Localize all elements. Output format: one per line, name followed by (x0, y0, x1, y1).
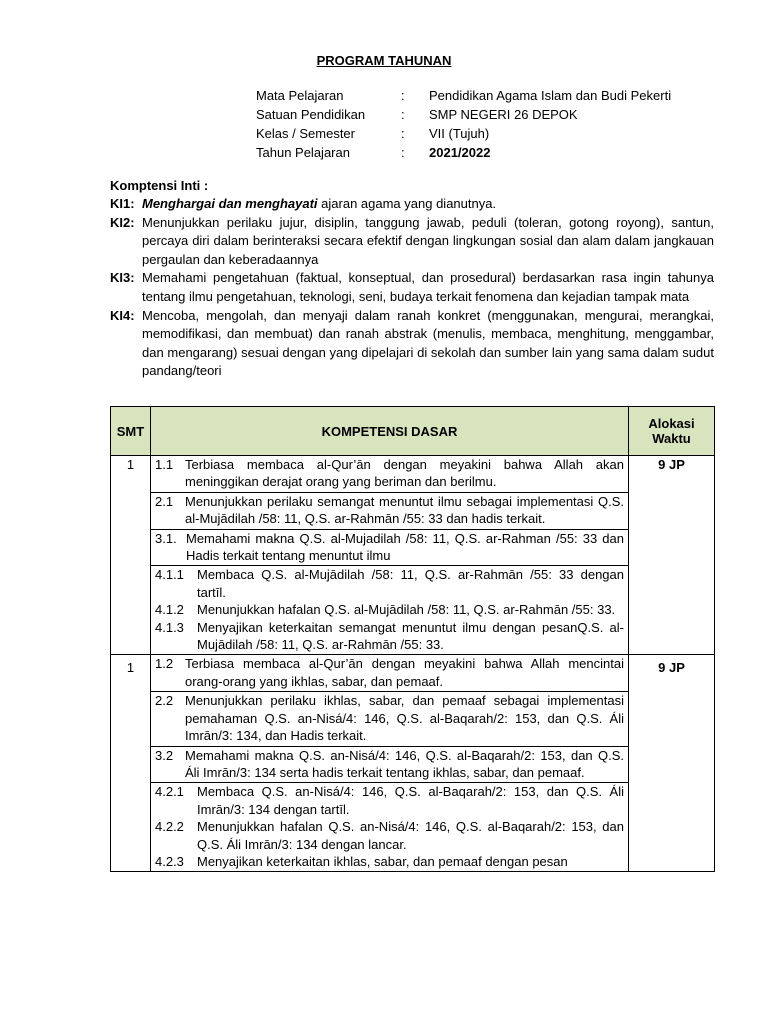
meta-colon: : (401, 145, 405, 160)
kd-group (151, 655, 628, 692)
header-kompetensi-dasar: KOMPETENSI DASAR (151, 407, 629, 456)
meta-row-subject (256, 86, 671, 105)
kd-group (151, 493, 628, 530)
kd-group (151, 530, 628, 567)
kd-item (155, 493, 624, 528)
meta-value: Pendidikan Agama Islam dan Budi Pekerti (429, 88, 672, 103)
table-row (111, 456, 715, 655)
table-row (111, 655, 715, 872)
kd-text: Terbiasa membaca al-Qur’ān dengan meyakini bahwa Allah akan meninggikan derajat orang yang beriman dan berilmu. (185, 457, 624, 490)
kd-group (151, 783, 628, 871)
kd-number: 4.1.1 (155, 567, 184, 583)
kd-text: Memahami makna Q.S. an-Nisá/4: 146, Q.S. al-Baqarah/2: 153, dan Q.S. Áli Imrān/3: 134 serta hadis terkait tentang ikhlas, sabar, dan pemaaf. (185, 747, 624, 780)
kd-item (155, 692, 624, 744)
page-title: PROGRAM TAHUNAN (316, 53, 452, 68)
meta-value: 2021/2022 (429, 145, 491, 160)
kd-item (155, 530, 624, 565)
kd-number: 3.2 (155, 747, 174, 763)
kd-item (155, 818, 624, 853)
kd-text: Menyajikan keterkaitan semangat menuntut ilmu dengan pesanQ.S. al-Mujādilah /58: 11, Q.S. ar-Rahmān /55: 33. (197, 619, 624, 653)
ki-code: KI2: (110, 214, 135, 230)
smt-cell: 1 (111, 655, 151, 872)
kd-number: 1.1 (155, 457, 174, 472)
kd-group (151, 747, 628, 784)
kd-number: 4.1.2 (155, 602, 184, 618)
meta-label: Satuan Pendidikan (256, 107, 366, 122)
ki-text: Menunjukkan perilaku jujur, disiplin, tanggung jawab, peduli (toleran, gotong royong), santun, percaya diri dalam berinteraksi secara efektif dengan lingkungan sosial dan alam dalam jangkauan pergaulan dan keberadaannya (142, 214, 714, 267)
kd-cell (151, 456, 629, 655)
meta-row-school (256, 105, 671, 124)
kd-text: Membaca Q.S. an-Nisá/4: 146, Q.S. al-Baqarah/2: 153, dan Q.S. Áli Imrān/3: 134 dengan tartīl. (197, 784, 624, 817)
kd-text: Memahami makna Q.S. al-Mujadilah /58: 11, Q.S. ar-Rahman /55: 33 dan Hadis terkait tentang menuntut ilmu (186, 530, 624, 564)
kd-number: 2.1 (155, 493, 174, 509)
meta-colon: : (401, 107, 405, 122)
meta-label: Tahun Pelajaran (256, 145, 350, 160)
kd-item (155, 456, 624, 491)
kd-item (155, 747, 624, 782)
kd-item (155, 601, 624, 618)
meta-colon: : (401, 126, 405, 141)
smt-cell: 1 (111, 456, 151, 655)
meta-value: SMP NEGERI 26 DEPOK (429, 107, 578, 122)
kd-number: 2.2 (155, 693, 174, 709)
ki-text: Memahami pengetahuan (faktual, konseptual, dan prosedural) berdasarkan rasa ingin tahunya tentang ilmu pengetahuan, teknologi, seni, budaya terkait fenomena dan kejadian tampak mata (142, 270, 714, 304)
kd-item (155, 655, 624, 690)
document-meta (256, 86, 671, 162)
meta-label: Kelas / Semester (256, 126, 355, 141)
kd-item (155, 619, 624, 654)
meta-row-class (256, 124, 671, 143)
kd-group (151, 456, 628, 493)
kd-text: Menunjukkan perilaku ikhlas, sabar, dan pemaaf sebagai implementasi pemahaman Q.S. an-Nisá/4: 146, Q.S. al-Baqarah/2: 153, dan Q.S. Áli Imrān/3: 134, dan Hadis terkait. (185, 693, 624, 744)
ki-text: Mencoba, mengolah, dan menyaji dalam ranah konkret (menggunakan, mengurai, merangkai, memodifikasi, dan membuat) dan ranah abstrak (menulis, membaca, menghitung, menggambar, dan mengarang) sesuai dengan yang dipelajari di sekolah dan sumber lain yang sama dalam sudut pandang/teori (142, 307, 714, 379)
meta-row-year (256, 143, 671, 162)
ki-text (142, 195, 714, 214)
kd-text: Menyajikan keterkaitan ikhlas, sabar, dan pemaaf dengan pesan (197, 853, 568, 869)
kd-text: Menunjukkan hafalan Q.S. an-Nisá/4: 146, Q.S. al-Baqarah/2: 153, dan Q.S. Áli Imrān/3: 134 dengan lancar. (197, 819, 624, 852)
kd-text: Membaca Q.S. al-Mujādilah /58: 11, Q.S. ar-Rahmān /55: 33 dengan tartīl. (197, 567, 624, 600)
ki-item-2 (110, 214, 714, 270)
meta-label: Mata Pelajaran (256, 88, 344, 103)
ki-rest: ajaran agama yang dianutnya. (317, 196, 497, 211)
header-smt: SMT (111, 407, 151, 456)
kd-number: 4.2.3 (155, 853, 184, 869)
ki-lead: Menghargai dan menghayati (142, 196, 318, 211)
kd-text: Menunjukkan perilaku semangat menuntut ilmu sebagai implementasi Q.S. al-Mujādilah /58: 11, Q.S. ar-Rahmān /55: 33 dan hadis terkait. (185, 493, 624, 527)
alokasi-cell: 9 JP (629, 655, 715, 872)
kd-number: 4.1.3 (155, 619, 184, 635)
alokasi-cell: 9 JP (629, 456, 715, 655)
table-header-row (111, 407, 715, 456)
ki-heading: Komptensi Inti : (110, 178, 209, 193)
kd-text: Terbiasa membaca al-Qur’ān dengan meyakini bahwa Allah mencintai orang-orang yang ikhlas, sabar, dan pemaaf. (185, 656, 624, 689)
meta-colon: : (401, 88, 405, 103)
ki-item-1 (110, 195, 714, 214)
kd-text: Menunjukkan hafalan Q.S. al-Mujādilah /58: 11, Q.S. ar-Rahmān /55: 33. (197, 602, 616, 618)
kd-item (155, 566, 624, 601)
ki-code: KI4: (110, 307, 135, 323)
kd-number: 3.1. (155, 530, 177, 546)
ki-item-4 (110, 307, 714, 381)
kd-number: 4.2.1 (155, 784, 184, 800)
ki-code: KI1: (110, 196, 135, 211)
kd-number: 4.2.2 (155, 819, 184, 835)
kd-group (151, 566, 628, 654)
kd-item (155, 853, 624, 870)
kd-number: 1.2 (155, 656, 174, 672)
ki-code: KI3: (110, 270, 135, 286)
kd-item (155, 783, 624, 818)
kompetensi-inti (110, 176, 714, 381)
kd-cell (151, 655, 629, 872)
header-alokasi-waktu: Alokasi Waktu (629, 407, 715, 456)
meta-value: VII (Tujuh) (429, 126, 490, 141)
ki-item-3 (110, 269, 714, 306)
kompetensi-dasar-table (110, 406, 715, 872)
kd-group (151, 692, 628, 746)
